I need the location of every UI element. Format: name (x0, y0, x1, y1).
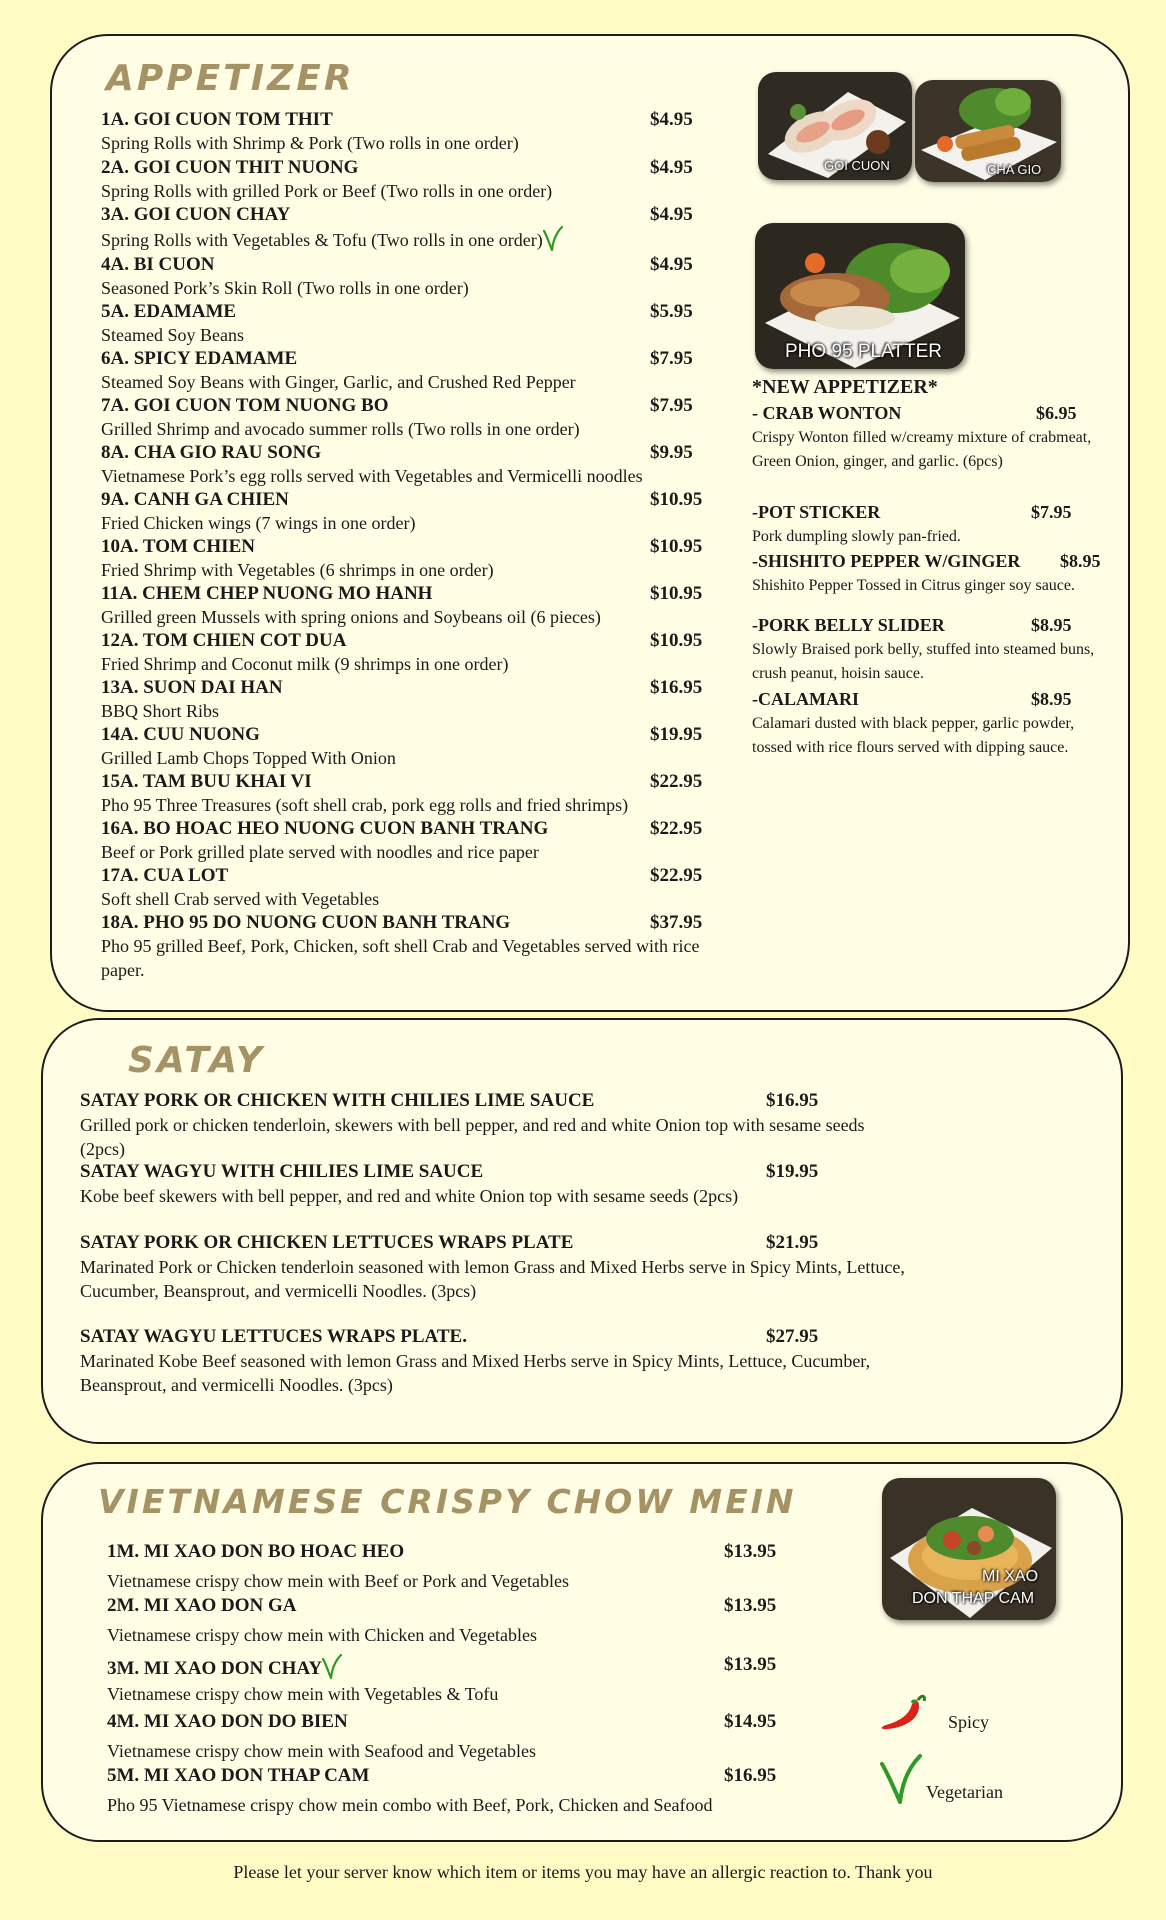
appetizer-item-name-text: 14A. CUU NUONG (101, 724, 260, 745)
appetizer-item-name-text: 18A. PHO 95 DO NUONG CUON BANH TRANG (101, 912, 511, 933)
chow-mein-item-description (107, 1682, 827, 1706)
appetizer-item-name (101, 489, 289, 511)
chow-mein-item-name (107, 1711, 348, 1733)
appetizer-item-price: $19.95 (650, 724, 703, 745)
chow-mein-item-description-text: Pho 95 Vietnamese crispy chow mein combo with Beef, Pork, Chicken and Seafood (107, 1795, 713, 1815)
new-appetizer-item-name-text: -SHISHITO PEPPER W/GINGER (752, 551, 1021, 571)
appetizer-item-description (101, 417, 721, 441)
appetizer-item-price: $10.95 (650, 536, 703, 557)
chow-mein-item-price: $13.95 (724, 1654, 777, 1675)
new-appetizer-item-description-text: Slowly Braised pork belly, stuffed into steamed buns, crush peanut, hoisin sauce. (752, 641, 1095, 682)
satay-title: SATAY (128, 1040, 265, 1081)
appetizer-item-description (101, 323, 721, 347)
appetizer-item-name (101, 348, 297, 370)
satay-item-price: $27.95 (766, 1326, 819, 1347)
new-appetizer-item-description (752, 426, 1112, 474)
appetizer-item-description (101, 179, 721, 203)
appetizer-item-description-text: Soft shell Crab served with Vegetables (101, 889, 380, 909)
chow-mein-item-price: $16.95 (724, 1765, 777, 1786)
appetizer-item-description (101, 793, 721, 817)
appetizer-item-description-text: BBQ Short Ribs (101, 701, 220, 721)
goi-cuon-photo (758, 72, 912, 180)
chili-icon (878, 1692, 928, 1739)
appetizer-item-name-text: 10A. TOM CHIEN (101, 536, 255, 557)
satay-item-name (80, 1232, 573, 1254)
new-appetizer-item-name (752, 550, 1020, 572)
appetizer-item-name-text: 4A. BI CUON (101, 254, 215, 275)
appetizer-item-name-text: 8A. CHA GIO RAU SONG (101, 442, 322, 463)
appetizer-item-name-text: 12A. TOM CHIEN COT DUA (101, 630, 347, 651)
chow-mein-item-name-text: 1M. MI XAO DON BO HOAC HEO (107, 1541, 405, 1562)
chow-mein-item-description (107, 1739, 827, 1763)
new-appetizer-item-price: $8.95 (1031, 615, 1072, 635)
vegetarian-icon (543, 230, 563, 250)
new-appetizer-heading: *NEW APPETIZER* (752, 376, 938, 398)
appetizer-item-description (101, 699, 721, 723)
appetizer-title: APPETIZER (106, 58, 355, 99)
appetizer-item-name (101, 818, 548, 840)
chow-mein-item-description (107, 1623, 827, 1647)
new-appetizer-item-description (752, 525, 1112, 549)
new-appetizer-item-description (752, 712, 1112, 760)
new-appetizer-item-price: $8.95 (1031, 689, 1072, 709)
appetizer-item-description-text: Steamed Soy Beans with Ginger, Garlic, and Crushed Red Pepper (101, 372, 576, 392)
new-appetizer-item-description-text: Calamari dusted with black pepper, garlic powder, tossed with rice flours served with dipping sauce. (752, 715, 1075, 756)
appetizer-item-name (101, 677, 283, 699)
chow-mein-item-name (107, 1595, 296, 1617)
appetizer-item-price: $22.95 (650, 771, 703, 792)
mi-xao-caption-line1: MI XAO (982, 1568, 1039, 1585)
appetizer-item-name-text: 6A. SPICY EDAMAME (101, 348, 298, 369)
appetizer-item-description-text: Fried Chicken wings (7 wings in one order) (101, 513, 416, 533)
appetizer-item-price: $22.95 (650, 865, 703, 886)
chow-mein-item-name-text: 3M. MI XAO DON CHAY (107, 1658, 323, 1679)
appetizer-item-price: $7.95 (650, 395, 693, 416)
appetizer-item-description-text: Spring Rolls with grilled Pork or Beef (Two rolls in one order) (101, 181, 553, 201)
chow-mein-item-name-text: 4M. MI XAO DON DO BIEN (107, 1711, 348, 1732)
appetizer-item-description (101, 370, 721, 394)
appetizer-item-description (101, 605, 721, 629)
chow-mein-item-description-text: Vietnamese crispy chow mein with Chicken and Vegetables (107, 1625, 537, 1645)
appetizer-item-name-text: 13A. SUON DAI HAN (101, 677, 283, 698)
new-appetizer-item-description (752, 638, 1112, 686)
appetizer-item-name-text: 5A. EDAMAME (101, 301, 237, 322)
chow-mein-item-description (107, 1793, 827, 1817)
appetizer-item-name-text: 15A. TAM BUU KHAI VI (101, 771, 312, 792)
chow-mein-item-name (107, 1765, 369, 1787)
chow-mein-item-description (107, 1569, 827, 1593)
allergy-footer: Please let your server know which item or items you may have an allergic reaction to. Thank you (233, 1862, 933, 1882)
appetizer-item-description-text: Steamed Soy Beans (101, 325, 244, 345)
appetizer-item-price: $10.95 (650, 630, 703, 651)
mi-xao-photo (882, 1478, 1056, 1620)
appetizer-item-description-text: Pho 95 Three Treasures (soft shell crab, pork egg rolls and fried shrimps) (101, 795, 629, 815)
satay-item-description (80, 1255, 910, 1303)
appetizer-item-name-text: 2A. GOI CUON THIT NUONG (101, 157, 359, 178)
satay-item-price: $19.95 (766, 1161, 819, 1182)
new-appetizer-item-name-text: -POT STICKER (752, 502, 881, 522)
appetizer-item-name (101, 204, 290, 226)
appetizer-item-price: $10.95 (650, 583, 703, 604)
new-appetizer-item-description-text: Shishito Pepper Tossed in Citrus ginger soy sauce. (752, 577, 1076, 594)
new-appetizer-item-name (752, 614, 945, 636)
appetizer-item-description-text: Grilled Shrimp and avocado summer rolls (Two rolls in one order) (101, 419, 580, 439)
chow-mein-item-name-text: 5M. MI XAO DON THAP CAM (107, 1765, 370, 1786)
appetizer-item-price: $9.95 (650, 442, 693, 463)
appetizer-item-name-text: 7A. GOI CUON TOM NUONG BO (101, 395, 389, 416)
appetizer-item-description (101, 746, 721, 770)
appetizer-item-description-text: Pho 95 grilled Beef, Pork, Chicken, soft shell Crab and Vegetables served with rice paper. (101, 936, 700, 980)
satay-item-price: $21.95 (766, 1232, 819, 1253)
appetizer-item-price: $4.95 (650, 254, 693, 275)
appetizer-item-description (101, 840, 721, 864)
appetizer-item-description-text: Fried Shrimp with Vegetables (6 shrimps in one order) (101, 560, 494, 580)
appetizer-item-name (101, 109, 333, 131)
appetizer-item-name (101, 771, 312, 793)
appetizer-item-price: $4.95 (650, 109, 693, 130)
satay-item-name-text: SATAY WAGYU WITH CHILIES LIME SAUCE (80, 1161, 484, 1182)
appetizer-item-name (101, 865, 228, 887)
appetizer-item-description-text: Fried Shrimp and Coconut milk (9 shrimps in one order) (101, 654, 509, 674)
appetizer-item-price: $5.95 (650, 301, 693, 322)
satay-item-price: $16.95 (766, 1090, 819, 1111)
new-appetizer-item-description-text: Crispy Wonton filled w/creamy mixture of crabmeat, Green Onion, ginger, and garlic. (6pcs) (752, 429, 1092, 470)
appetizer-item-description-text: Spring Rolls with Vegetables & Tofu (Two rolls in one order) (101, 230, 543, 250)
appetizer-item-name-text: 16A. BO HOAC HEO NUONG CUON BANH TRANG (101, 818, 549, 839)
appetizer-item-name (101, 912, 510, 934)
satay-item-name (80, 1161, 483, 1183)
cha-gio-photo (915, 80, 1061, 182)
appetizer-item-description (101, 934, 721, 982)
appetizer-item-name (101, 157, 358, 179)
chow-mein-item-name (107, 1541, 404, 1563)
new-appetizer-item-description-text: Pork dumpling slowly pan-fried. (752, 528, 961, 545)
appetizer-item-description (101, 511, 721, 535)
appetizer-item-name-text: 11A. CHEM CHEP NUONG MO HANH (101, 583, 433, 604)
vegetarian-label: Vegetarian (926, 1782, 1003, 1802)
new-appetizer-item-price: $7.95 (1031, 502, 1072, 522)
appetizer-item-name (101, 536, 255, 558)
appetizer-item-description-text: Grilled Lamb Chops Topped With Onion (101, 748, 396, 768)
spicy-label: Spicy (948, 1712, 990, 1732)
new-appetizer-item-name (752, 402, 901, 424)
appetizer-item-name (101, 442, 321, 464)
appetizer-item-price: $37.95 (650, 912, 703, 933)
satay-item-description (80, 1113, 910, 1161)
new-appetizer-item-price: $6.95 (1036, 403, 1077, 423)
appetizer-item-description-text: Seasoned Pork’s Skin Roll (Two rolls in one order) (101, 278, 469, 298)
appetizer-item-description-text: Spring Rolls with Shrimp & Pork (Two rolls in one order) (101, 133, 519, 153)
appetizer-item-name-text: 17A. CUA LOT (101, 865, 229, 886)
satay-item-name-text: SATAY WAGYU LETTUCES WRAPS PLATE. (80, 1326, 467, 1347)
chow-mein-item-description-text: Vietnamese crispy chow mein with Vegetables & Tofu (107, 1684, 499, 1704)
satay-item-name-text: SATAY PORK OR CHICKEN WITH CHILIES LIME SAUCE (80, 1090, 595, 1111)
appetizer-item-name-text: 1A. GOI CUON TOM THIT (101, 109, 333, 130)
satay-item-description-text: Marinated Pork or Chicken tenderloin seasoned with lemon Grass and Mixed Herbs serve in Spicy Mints, Lettuce, Cucumber, Beansprout, and vermicelli Noodles. (3pcs) (80, 1257, 905, 1301)
chow-mein-item-name-text: 2M. MI XAO DON GA (107, 1595, 297, 1616)
appetizer-item-description-text: Beef or Pork grilled plate served with noodles and rice paper (101, 842, 539, 862)
appetizer-item-price: $16.95 (650, 677, 703, 698)
appetizer-item-description (101, 464, 721, 488)
appetizer-item-name (101, 630, 346, 652)
satay-item-description-text: Kobe beef skewers with bell pepper, and red and white Onion top with sesame seeds (2pcs) (80, 1186, 739, 1206)
appetizer-item-name (101, 301, 236, 323)
satay-item-description (80, 1184, 910, 1208)
vegetarian-icon (880, 1754, 922, 1811)
satay-item-name (80, 1326, 467, 1348)
pho-95-platter-caption: PHO 95 PLATTER (785, 341, 942, 362)
vegetarian-icon (322, 1658, 342, 1679)
mi-xao-caption-line2: DON THAP CAM (912, 1590, 1035, 1607)
appetizer-item-price: $4.95 (650, 157, 693, 178)
new-appetizer-item-name-text: -PORK BELLY SLIDER (752, 615, 945, 635)
appetizer-item-description-text: Grilled green Mussels with spring onions and Soybeans oil (6 pieces) (101, 607, 601, 627)
pho-95-platter-photo (755, 223, 965, 369)
appetizer-item-price: $7.95 (650, 348, 693, 369)
chow-mein-item-price: $14.95 (724, 1711, 777, 1732)
satay-item-description-text: Grilled pork or chicken tenderloin, skewers with bell pepper, and red and white Onion top with sesame seeds (2pcs) (80, 1115, 865, 1159)
appetizer-item-name (101, 583, 432, 605)
new-appetizer-item-name-text: -CALAMARI (752, 689, 859, 709)
appetizer-item-price: $22.95 (650, 818, 703, 839)
appetizer-item-description (101, 131, 721, 155)
chow-mein-title: VIETNAMESE CRISPY CHOW MEIN (98, 1482, 797, 1521)
appetizer-item-price: $10.95 (650, 489, 703, 510)
satay-item-name-text: SATAY PORK OR CHICKEN LETTUCES WRAPS PLATE (80, 1232, 574, 1253)
new-appetizer-item-description (752, 574, 1112, 598)
satay-item-description-text: Marinated Kobe Beef seasoned with lemon Grass and Mixed Herbs serve in Spicy Mints, Lettuce, Cucumber, Beansprout, and vermicelli Noodles. (3pcs) (80, 1351, 871, 1395)
cha-gio-caption: CHA GIO (987, 162, 1042, 177)
goi-cuon-caption: GOI CUON (824, 158, 890, 173)
appetizer-item-name-text: 9A. CANH GA CHIEN (101, 489, 289, 510)
appetizer-item-description-text: Vietnamese Pork’s egg rolls served with Vegetables and Vermicelli noodles (101, 466, 643, 486)
new-appetizer-item-name (752, 501, 880, 523)
appetizer-item-description (101, 652, 721, 676)
appetizer-item-description (101, 887, 721, 911)
appetizer-item-description (101, 558, 721, 582)
satay-item-description (80, 1349, 910, 1397)
new-appetizer-item-price: $8.95 (1060, 551, 1101, 571)
new-appetizer-item-name (752, 688, 859, 710)
chow-mein-item-name (107, 1654, 342, 1680)
appetizer-item-name-text: 3A. GOI CUON CHAY (101, 204, 291, 225)
chow-mein-item-price: $13.95 (724, 1541, 777, 1562)
appetizer-item-name (101, 724, 260, 746)
new-appetizer-item-name-text: - CRAB WONTON (752, 403, 902, 423)
appetizer-item-price: $4.95 (650, 204, 693, 225)
chow-mein-item-description-text: Vietnamese crispy chow mein with Seafood and Vegetables (107, 1741, 536, 1761)
chow-mein-item-price: $13.95 (724, 1595, 777, 1616)
appetizer-item-description (101, 226, 721, 252)
appetizer-item-name (101, 395, 389, 417)
satay-item-name (80, 1090, 594, 1112)
chow-mein-item-description-text: Vietnamese crispy chow mein with Beef or Pork and Vegetables (107, 1571, 569, 1591)
appetizer-item-description (101, 276, 721, 300)
appetizer-item-name (101, 254, 214, 276)
